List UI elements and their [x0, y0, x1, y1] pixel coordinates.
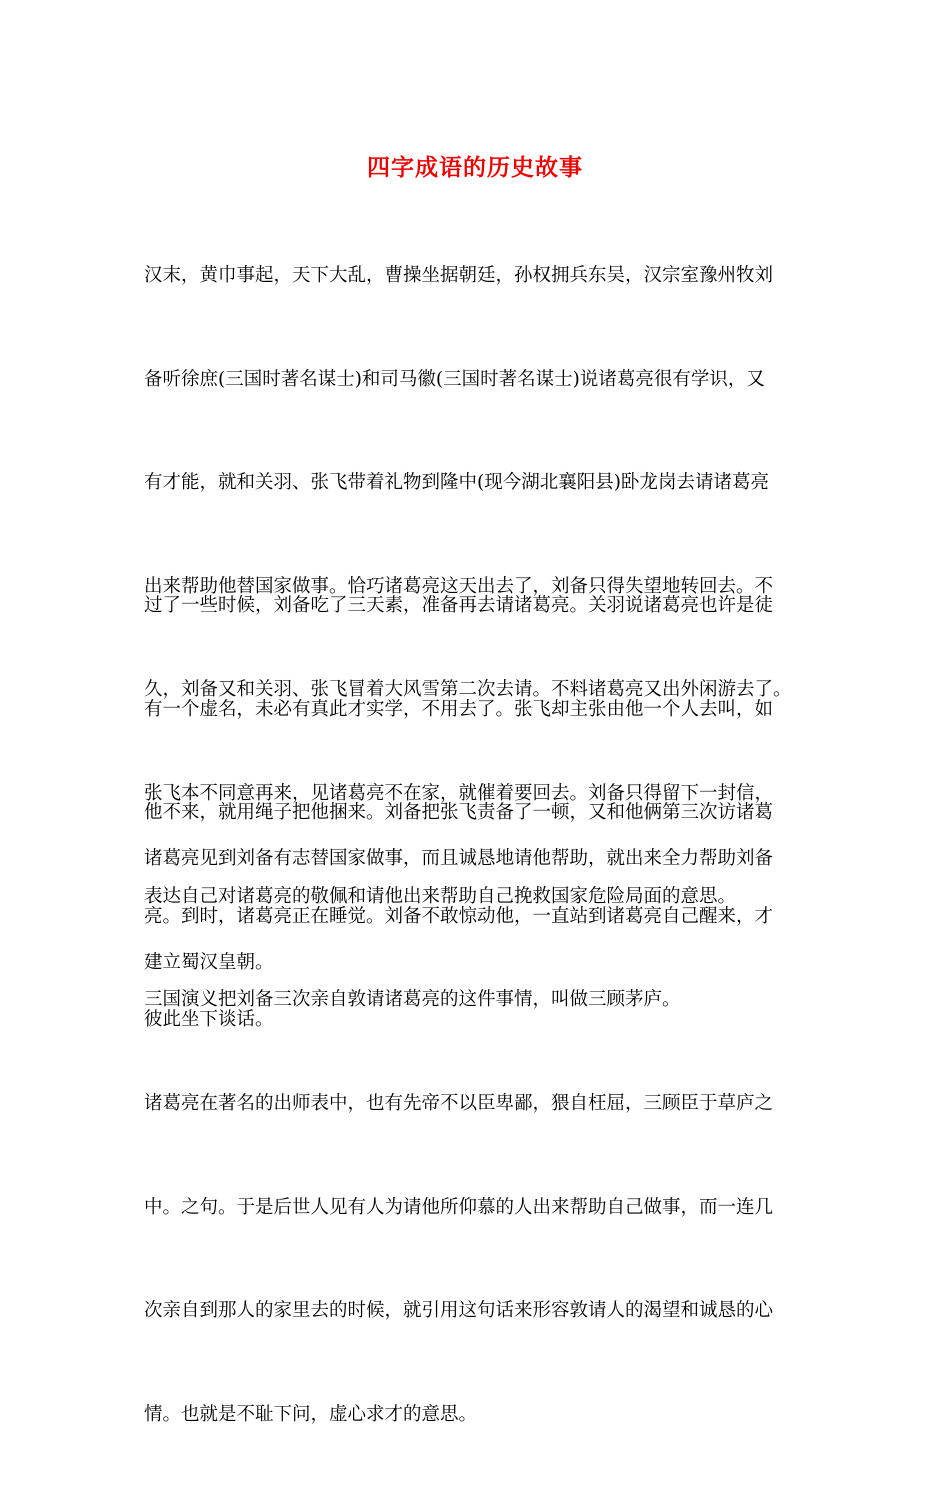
paragraph-line: 建立蜀汉皇朝。	[144, 951, 274, 973]
paragraph-line: 次亲自到那人的家里去的时候，就引用这句话来形容敦请人的渴望和诚恳的心	[144, 1300, 774, 1321]
paragraph-line: 有一个虚名，未必有真此才实学，不用去了。张飞却主张由他一个人去叫，如	[144, 698, 774, 720]
document-title: 四字成语的历史故事	[367, 154, 583, 181]
paragraph-line: 三国演义把刘备三次亲自敦请诸葛亮的这件事情，叫做三顾茅庐。	[144, 989, 681, 1010]
paragraph-line: 张飞本不同意再来，见诸葛亮不在家，就催着要回去。刘备只得留下一封信，	[144, 782, 774, 804]
paragraph-line: 汉末，黄巾事起，天下大乱，曹操坐据朝廷，孙权拥兵东吴，汉宗室豫州牧刘	[144, 265, 774, 286]
paragraph-line: 有才能，就和关羽、张飞带着礼物到隆中(现今湖北襄阳县)卧龙岗去请诸葛亮	[144, 472, 769, 493]
paragraph-line: 久，刘备又和关羽、张飞冒着大风雪第二次去请。不料诸葛亮又出外闲游去了。	[144, 679, 792, 700]
paragraph-line: 他不来，就用绳子把他捆来。刘备把张飞责备了一顿，又和他俩第三次访诸葛	[144, 802, 774, 823]
paragraph-line: 亮。到时，诸葛亮正在睡觉。刘备不敢惊动他，一直站到诸葛亮自己醒来，才	[144, 905, 774, 927]
paragraph-5	[144, 1018, 816, 1501]
paragraph-line: 中。之句。于是后世人见有人为请他所仰慕的人出来帮助自己做事，而一连几	[144, 1196, 774, 1218]
paragraph-line: 情。也就是不耻下问，虚心求才的意思。	[144, 1403, 478, 1425]
paragraph-line: 彼此坐下谈话。	[144, 1009, 274, 1030]
paragraph-line: 诸葛亮在著名的出师表中，也有先帝不以臣卑鄙，猥自枉屈，三顾臣于草庐之	[144, 1093, 774, 1114]
paragraph-line: 备听徐庶(三国时著名谋士)和司马徽(三国时著名谋士)说诸葛亮很有学识，又	[144, 368, 765, 390]
paragraph-line: 过了一些时候，刘备吃了三天素，准备再去请诸葛亮。关羽说诸葛亮也许是徒	[144, 595, 774, 616]
paragraph-line: 诸葛亮见到刘备有志替国家做事，而且诚恳地请他帮助，就出来全力帮助刘备	[144, 848, 774, 869]
paragraph-line: 出来帮助他替国家做事。恰巧诸葛亮这天出去了，刘备只得失望地转回去。不	[144, 575, 774, 597]
paragraph-line: 表达自己对诸葛亮的敬佩和请他出来帮助自己挽救国家危险局面的意思。	[144, 886, 737, 907]
